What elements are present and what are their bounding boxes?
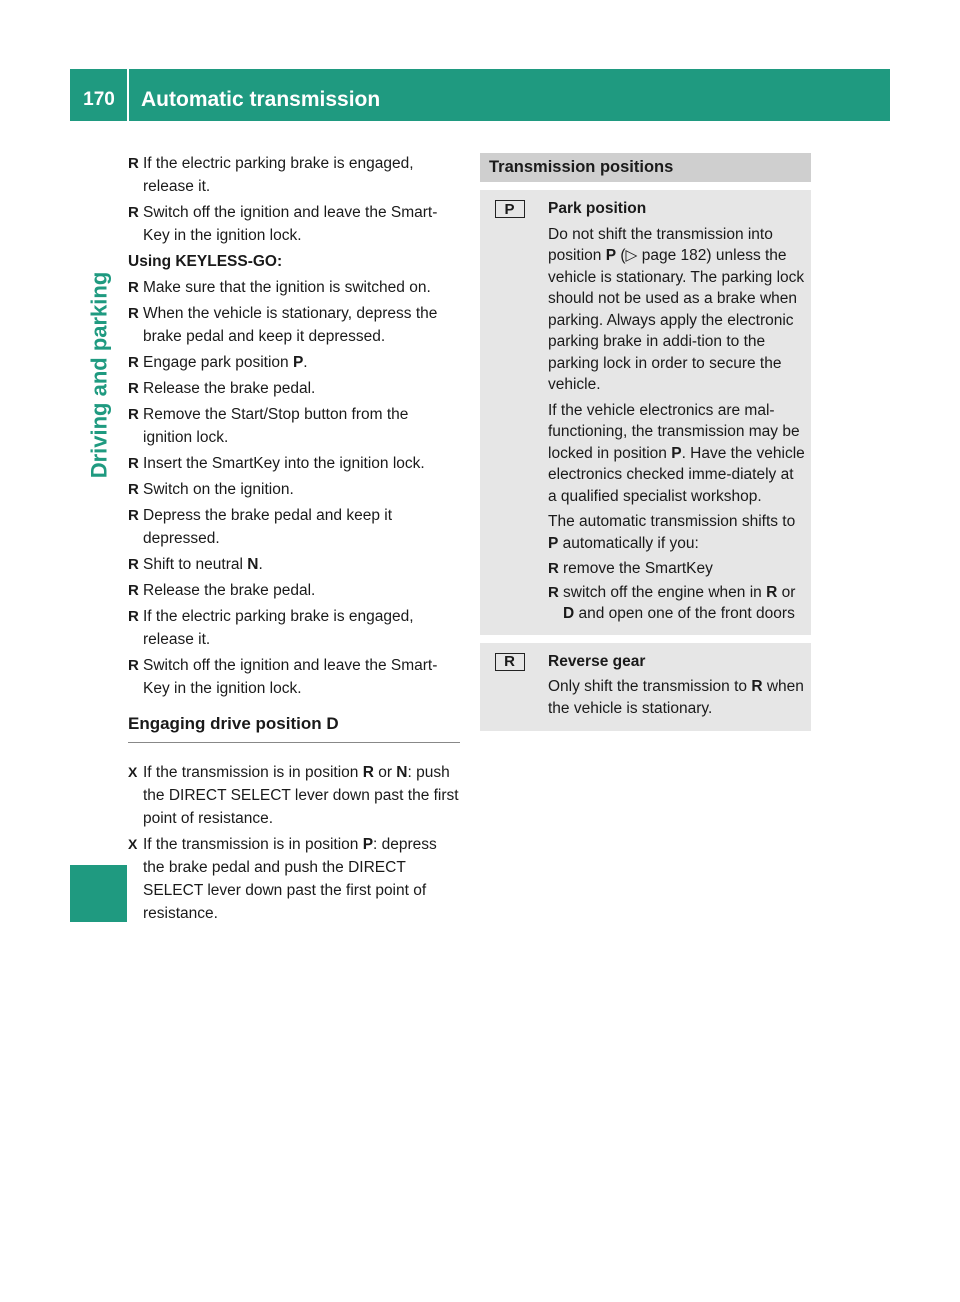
transmission-positions-table xyxy=(480,153,811,739)
list-item: R Engage park position P. xyxy=(128,351,460,374)
list-item: R If the electric parking brake is engaged, release it. xyxy=(128,152,460,198)
step-arrow-icon: X xyxy=(128,764,138,780)
table-row-park xyxy=(480,190,811,635)
bullet-icon: R xyxy=(128,608,139,625)
list-item: R Insert the SmartKey into the ignition lock. xyxy=(128,452,460,475)
description-cell xyxy=(539,190,811,635)
bullet-icon: R xyxy=(128,305,139,322)
step-item: X If the transmission is in position R or N: push the DIRECT SELECT lever down past the first point of resistance. xyxy=(128,761,460,830)
row-title: Park position xyxy=(548,200,647,217)
chapter-title: Automatic transmission xyxy=(141,88,381,111)
bullet-icon: R xyxy=(548,560,559,577)
list-item: R Release the brake pedal. xyxy=(128,579,460,602)
paragraph: Do not shift the transmission into position P (▷ page 182) unless the vehicle is stationary. The parking lock should not be used as a brake when parking. Always apply the electronic parking brake in addi-tion to the parking lock in order to secure the vehicle. xyxy=(548,225,805,393)
step-item: X If the transmission is in position P: depress the brake pedal and push the DIRECT SELECT lever down past the first point of resistance. xyxy=(128,833,460,925)
side-label-text: Driving and parking xyxy=(86,271,111,479)
table-heading: Transmission positions xyxy=(480,153,811,182)
description-cell xyxy=(539,643,811,732)
bullet-icon: R xyxy=(128,455,139,472)
list-item: R Switch off the ignition and leave the Smart-Key in the ignition lock. xyxy=(128,201,460,247)
bullet-icon: R xyxy=(128,582,139,599)
table-row-reverse xyxy=(480,643,811,732)
list-item: R If the electric parking brake is engaged, release it. xyxy=(128,605,460,651)
reverse-gear-icon: R xyxy=(495,653,525,671)
bullet-icon: R xyxy=(128,204,139,221)
list-item: R Depress the brake pedal and keep it depressed. xyxy=(128,504,460,550)
list-item: R Remove the Start/Stop button from the ignition lock. xyxy=(128,403,460,449)
bullet-icon: R xyxy=(128,507,139,524)
list-item: R Switch on the ignition. xyxy=(128,478,460,501)
left-column xyxy=(128,152,460,928)
page-number: 170 xyxy=(83,89,115,110)
section-heading: Engaging drive position D xyxy=(128,712,460,743)
list-item: R When the vehicle is stationary, depress the brake pedal and keep it depressed. xyxy=(128,302,460,348)
bullet-icon: R xyxy=(128,657,139,674)
symbol-cell xyxy=(480,190,539,635)
bullet-icon: R xyxy=(128,380,139,397)
keyless-go-label: Using KEYLESS-GO: xyxy=(128,253,283,270)
symbol-cell xyxy=(480,643,539,732)
list-item: R switch off the engine when in R or D and open one of the front doors xyxy=(548,583,796,622)
bullet-icon: R xyxy=(548,583,559,601)
side-section-label xyxy=(82,260,116,490)
paragraph: If the vehicle electronics are mal-functioning, the transmission may be locked in position P. Have the vehicle electronics checked imme-diately at a qualified specialist workshop. xyxy=(548,401,805,505)
list-item: R Switch off the ignition and leave the Smart-Key in the ignition lock. xyxy=(128,654,460,700)
list-item: R Release the brake pedal. xyxy=(128,377,460,400)
header-divider xyxy=(127,69,129,121)
park-position-icon: P xyxy=(495,200,525,218)
bullet-icon: R xyxy=(128,279,139,296)
bullet-icon: R xyxy=(128,406,139,423)
bullet-icon: R xyxy=(128,556,139,573)
page-reference: (▷ page 182) unless the vehicle is stationary. The parking lock should not be used as a brake when parking. Always apply the electronic parking brake in addi-tion to the parking lock in order to secure the vehicle. xyxy=(548,247,805,393)
side-tab-block xyxy=(70,865,127,922)
paragraph: Only shift the transmission to R when the vehicle is stationary. xyxy=(548,678,804,717)
bullet-icon: R xyxy=(128,481,139,498)
list-item: R remove the SmartKey xyxy=(548,558,805,580)
list-item: R Shift to neutral N. xyxy=(128,553,460,576)
bullet-icon: R xyxy=(128,354,139,371)
paragraph: The automatic transmission shifts to P automatically if you: xyxy=(548,513,796,552)
bullet-icon: R xyxy=(128,155,139,172)
step-arrow-icon: X xyxy=(128,836,138,852)
list-item: R Make sure that the ignition is switched on. xyxy=(128,276,460,299)
row-title: Reverse gear xyxy=(548,652,646,670)
